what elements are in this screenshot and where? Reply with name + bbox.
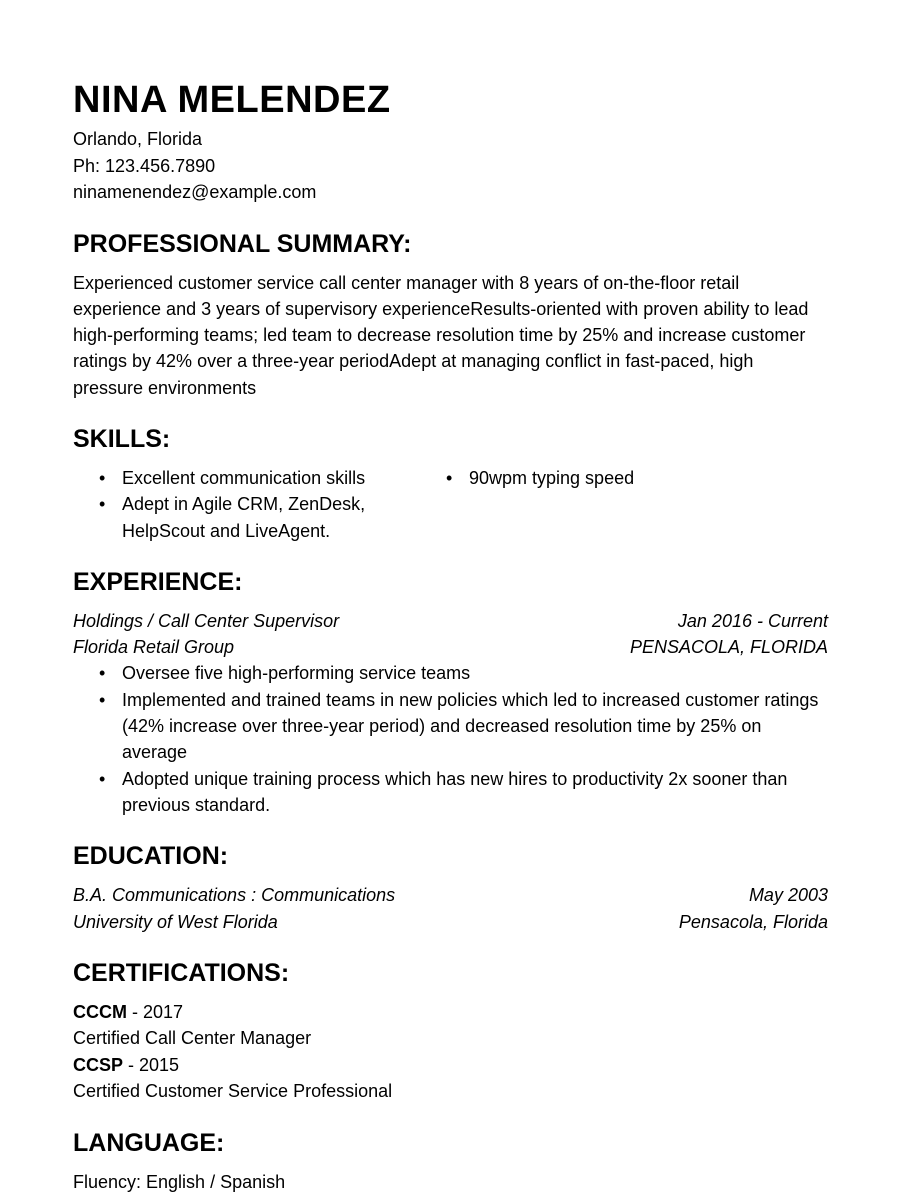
- section-certifications: [73, 958, 828, 1105]
- certification-full-line: Certified Call Center Manager: [73, 1028, 312, 1049]
- certification-year: - 2017: [127, 1001, 184, 1022]
- candidate-name: NINA MELENDEZ: [73, 79, 391, 121]
- job-dates: Jan 2016 - Current: [677, 610, 828, 631]
- certification-full-line: Certified Customer Service Professional: [73, 1081, 393, 1102]
- certification-year: - 2015: [123, 1054, 180, 1075]
- section-summary: [73, 229, 828, 401]
- education-degree: B.A. Communications : Communications: [73, 885, 396, 906]
- job-bullet: • Implemented and trained teams in new policies which led to increased customer ratings (42% increase over three-year period) and decreased resolution time by 25% on average: [73, 687, 828, 766]
- certification-abbr: CCSP: [73, 1054, 124, 1075]
- section-education: [73, 841, 828, 935]
- education-heading: EDUCATION:: [73, 842, 229, 871]
- education-school: University of West Florida: [73, 911, 278, 932]
- job-bullet-list: [73, 660, 828, 818]
- skill-item: • 90wpm typing speed: [420, 465, 828, 491]
- section-experience: [73, 567, 828, 818]
- job-bullet: • Oversee five high-performing service teams: [73, 660, 828, 686]
- summary-heading: PROFESSIONAL SUMMARY:: [73, 229, 412, 258]
- certifications-heading: CERTIFICATIONS:: [73, 958, 290, 987]
- education-location: Pensacola, Florida: [678, 911, 828, 932]
- candidate-email: ninamenendez@example.com: [73, 182, 317, 202]
- skill-item: • Adept in Agile CRM, ZenDesk, HelpScout and LiveAgent.: [73, 491, 420, 544]
- section-skills: [73, 424, 828, 544]
- certification-title-line: [73, 999, 828, 1026]
- job-title: Holdings / Call Center Supervisor: [73, 610, 340, 631]
- summary-text: Experienced customer service call center manager with 8 years of on-the-floor retail experience and 3 years of supervisory experienceResults-oriented with proven ability to lead high-performing teams; led team to decrease resolution time by 25% and increase customer ratings by 42% over a three-year periodAdept at managing conflict in fast-paced, high pressure environments: [73, 272, 809, 398]
- job-company-row: [73, 634, 828, 660]
- skills-columns: [73, 465, 828, 544]
- language-heading: LANGUAGE:: [73, 1128, 225, 1157]
- section-language: [73, 1128, 828, 1195]
- certification-abbr: CCCM: [73, 1001, 127, 1022]
- education-degree-row: [73, 882, 828, 908]
- certification-title-line: [73, 1052, 828, 1079]
- experience-heading: EXPERIENCE:: [73, 567, 243, 596]
- education-school-row: [73, 909, 828, 935]
- skills-column-1: [73, 465, 420, 544]
- skill-item: • Excellent communication skills: [73, 465, 420, 491]
- resume-header: [73, 78, 828, 206]
- skills-column-2: [420, 465, 828, 544]
- job-company: Florida Retail Group: [73, 637, 235, 658]
- job-bullet: • Adopted unique training process which has new hires to productivity 2x sooner than previous standard.: [73, 766, 828, 819]
- candidate-location: Orlando, Florida: [73, 129, 203, 149]
- education-date: May 2003: [748, 885, 828, 906]
- language-text: Fluency: English / Spanish: [73, 1171, 286, 1192]
- candidate-phone: Ph: 123.456.7890: [73, 155, 216, 176]
- job-location: PENSACOLA, FLORIDA: [629, 637, 828, 658]
- job-title-row: [73, 608, 828, 634]
- skills-heading: SKILLS:: [73, 424, 171, 453]
